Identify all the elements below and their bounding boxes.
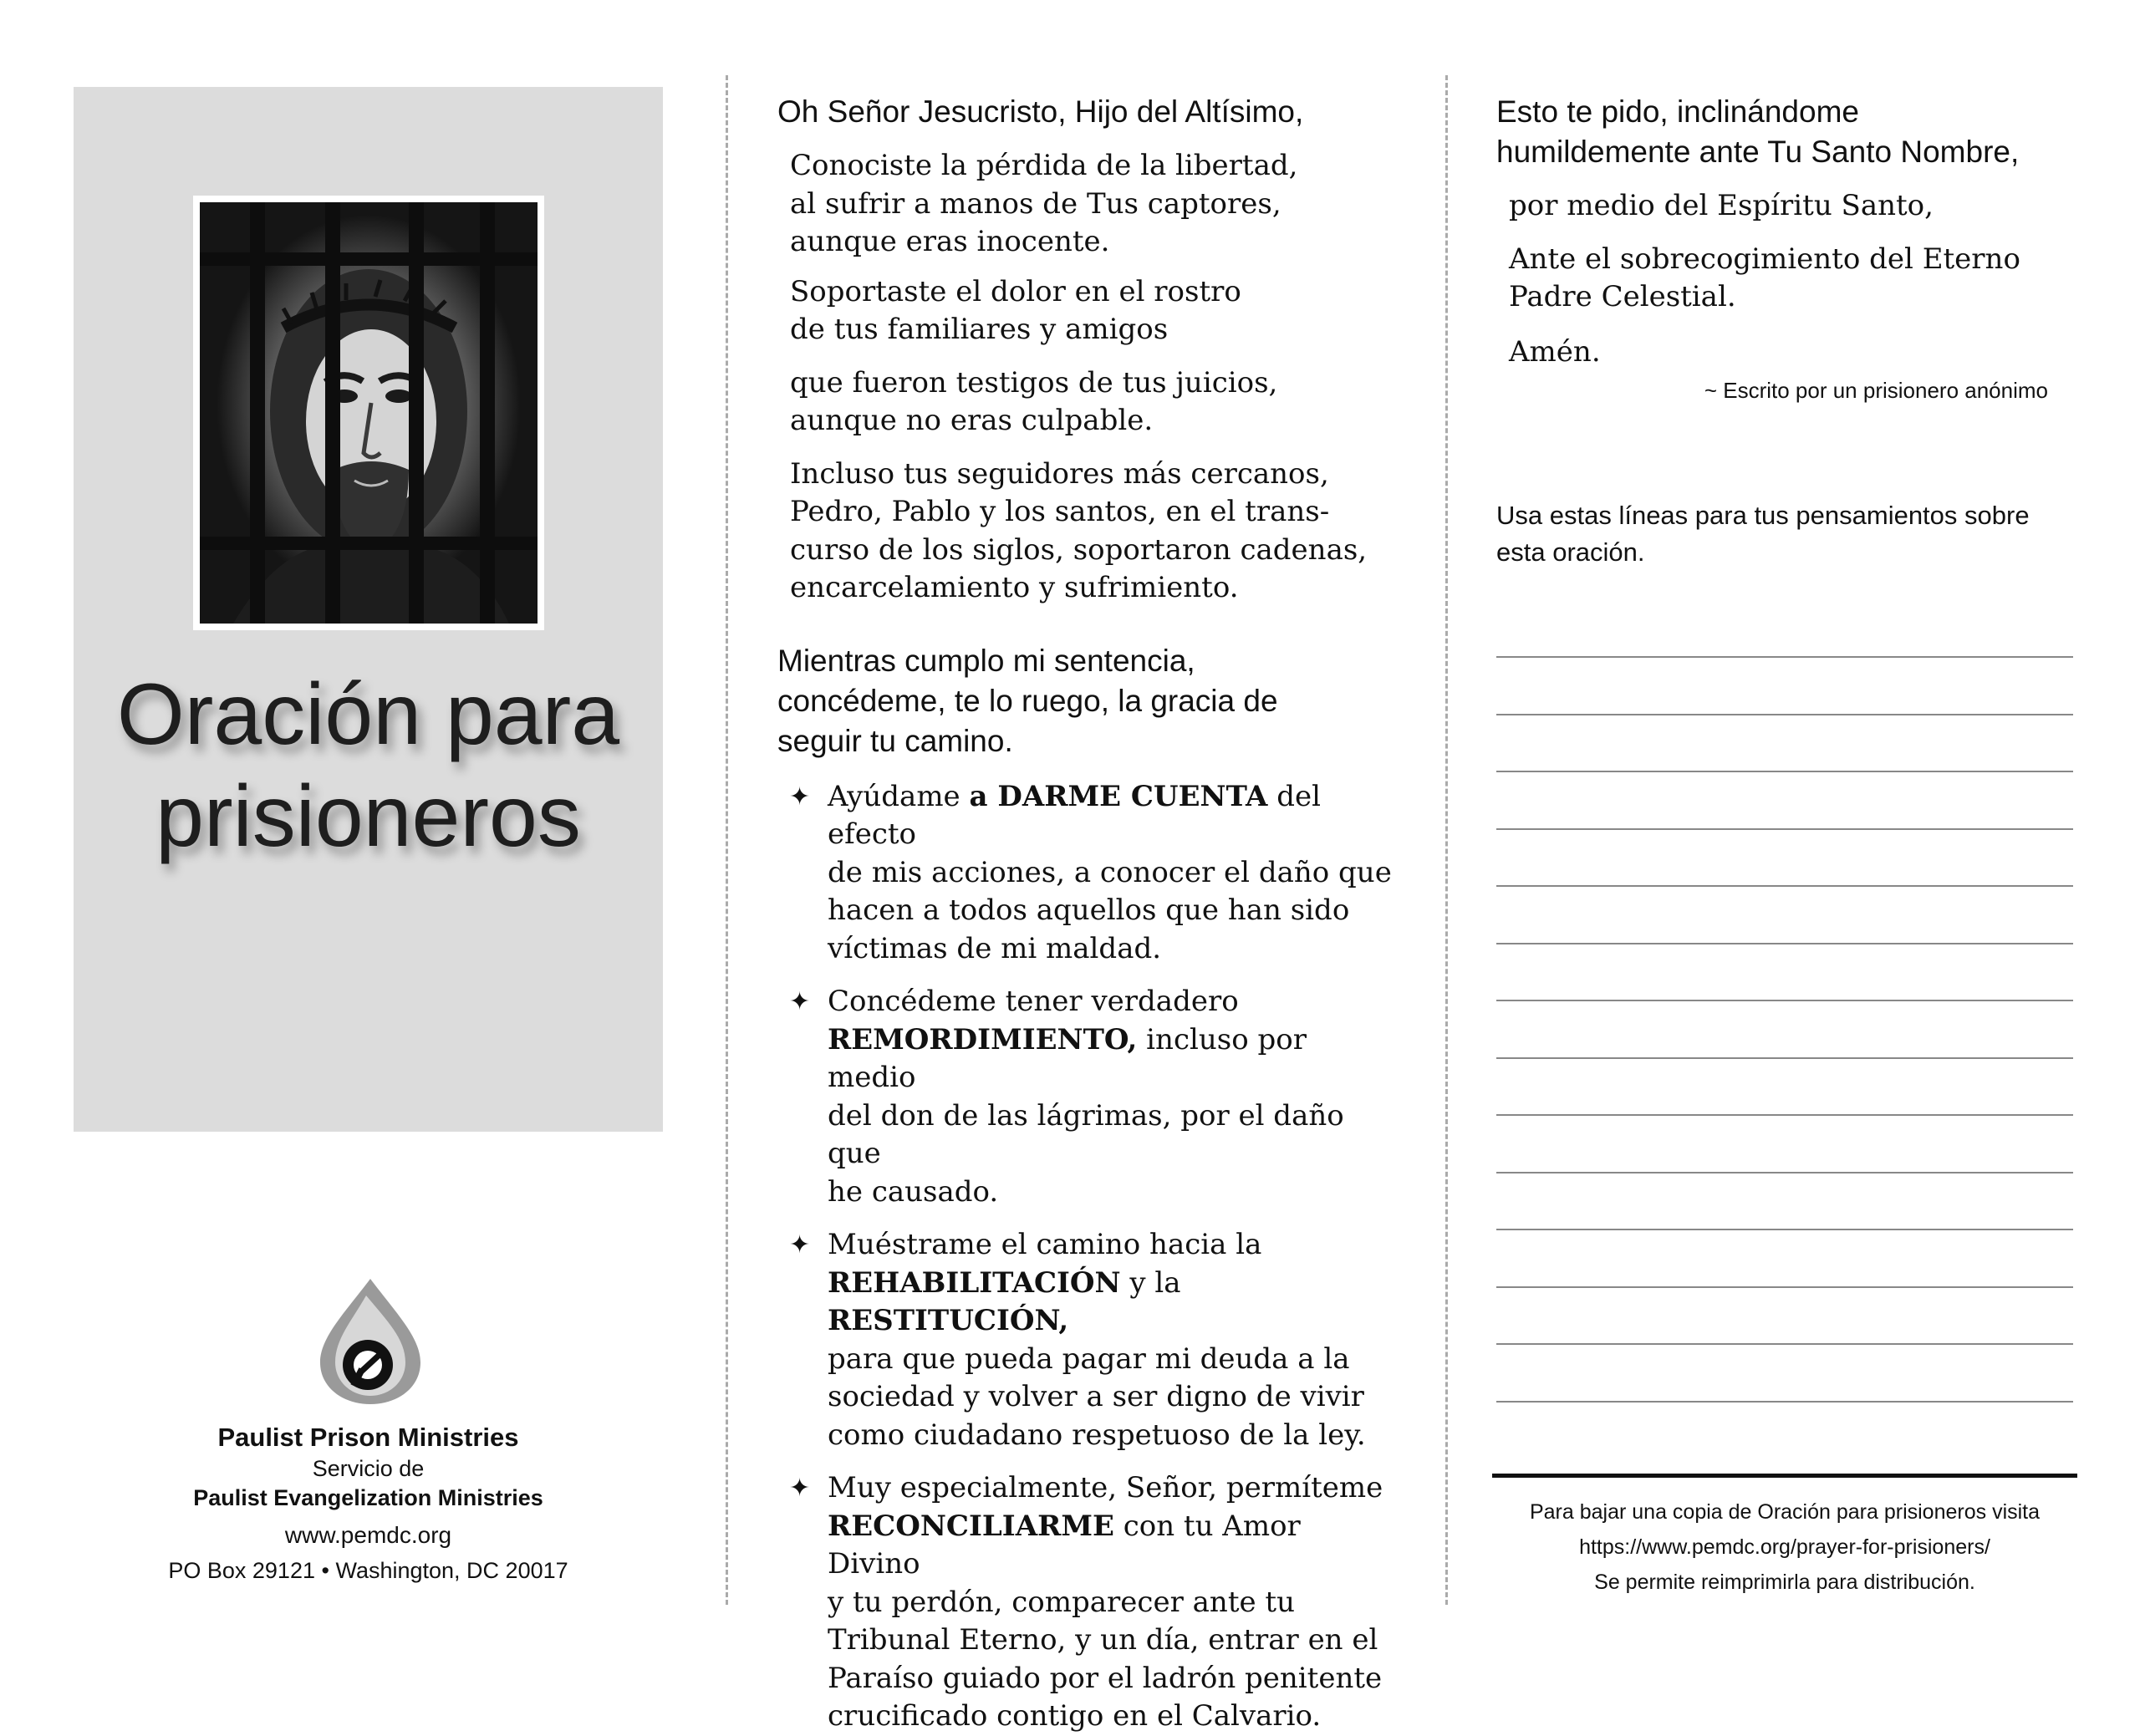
petition-bullet-3: ✦ Muéstrame el camino hacia la REHABILITACIÓN y la RESTITUCIÓN, para que pueda pagar mi deuda a la sociedad y volver a ser digno de vivir como ciudadano respetuoso de la ley. [789, 1228, 1366, 1452]
amen: Amén. [1509, 334, 1601, 369]
download-footnote [1492, 1474, 2077, 1600]
closing-panel [1496, 92, 2081, 571]
bullet-cross-icon: ✦ [789, 1230, 811, 1260]
writing-line[interactable] [1496, 885, 2073, 887]
stanza-4: Incluso tus seguidores más cercanos, Pedro, Pablo y los santos, en el trans- curso de los siglos, soportaron cadenas, encarcelamiento y sufrimiento. [790, 456, 1368, 604]
org-website: www.pemdc.org [284, 1522, 452, 1548]
org-service-of: Servicio de [312, 1456, 425, 1481]
portrait-illustration [200, 202, 538, 624]
prayer-opening: Oh Señor Jesucristo, Hijo del Altísimo, [777, 94, 1304, 129]
writing-line[interactable] [1496, 656, 2073, 658]
prisoner-portrait-image [193, 196, 544, 630]
org-city: Washington, DC 20017 [335, 1558, 568, 1583]
writing-line[interactable] [1496, 1229, 2073, 1230]
closing-intro: Esto te pido, inclinándome humildemente ante Tu Santo Nombre, [1496, 94, 2020, 169]
writing-line[interactable] [1496, 714, 2073, 715]
reprint-permission: Se permite reimprimirla para distribución. [1594, 1571, 1975, 1594]
writing-line[interactable] [1496, 943, 2073, 944]
closing-line-2: Ante el sobrecogimiento del Eterno Padre Celestial. [1509, 242, 2020, 313]
download-text: Para bajar una copia de Oración para prisioneros visita [1529, 1500, 2041, 1524]
writing-line[interactable] [1496, 828, 2073, 830]
stanza-3: que fueron testigos de tus juicios, aunque no eras culpable. [790, 365, 1278, 437]
writing-line[interactable] [1496, 771, 2073, 772]
org-address [74, 1553, 663, 1588]
writing-line[interactable] [1496, 1286, 2073, 1288]
petition-bullet-1: ✦ Ayúdame a DARME CUENTA del efecto de mis acciones, a conocer el daño que hacen a todos aquellos que han sido víctimas de mi maldad. [789, 779, 1392, 965]
org-name: Paulist Prison Ministries [217, 1423, 519, 1452]
fold-line-right [1445, 75, 1448, 1605]
writing-line[interactable] [1496, 1000, 2073, 1001]
writing-line[interactable] [1496, 1172, 2073, 1173]
closing-line-1: por medio del Espíritu Santo, [1509, 189, 1934, 222]
writing-line[interactable] [1496, 1114, 2073, 1116]
prayer-panel [777, 92, 1396, 1736]
cover-title [74, 664, 663, 868]
address-separator: • [321, 1558, 329, 1583]
paulist-logo-icon [320, 1279, 420, 1404]
download-url[interactable]: https://www.pemdc.org/prayer-for-prisioners/ [1579, 1535, 1990, 1559]
bullet-cross-icon: ✦ [789, 987, 811, 1016]
petition-bullet-4: ✦ Muy especialmente, Señor, permíteme RECONCILIARME con tu Amor Divino y tu perdón, comparecer ante tu Tribunal Eterno, y un día, entrar en el Paraíso guiado por el ladrón penitente crucificado contigo en el Calvario. [789, 1471, 1383, 1733]
org-parent: Paulist Evangelization Ministries [193, 1485, 543, 1510]
writing-line[interactable] [1496, 1343, 2073, 1345]
writing-line[interactable] [1496, 1057, 2073, 1059]
reflection-prompt: Usa estas líneas para tus pensamientos sobre esta oración. [1496, 501, 2030, 567]
cover-title-line2: prisioneros [155, 768, 581, 865]
cover-title-line1: Oración para [116, 666, 620, 763]
fold-line-left [726, 75, 728, 1605]
stanza-2: Soportaste el dolor en el rostro de tus familiares y amigos [790, 274, 1241, 346]
writing-line[interactable] [1496, 1401, 2073, 1403]
attribution: ~ Escrito por un prisionero anónimo [1704, 378, 2048, 403]
petition-intro: Mientras cumplo mi sentencia, concédeme, te lo ruego, la gracia de seguir tu camino. [777, 643, 1278, 758]
cover-panel [74, 87, 663, 1132]
organization-block [74, 1421, 663, 1588]
bullet-cross-icon: ✦ [789, 781, 811, 812]
petition-bullet-2: ✦ Concédeme tener verdadero REMORDIMIENTO, incluso por medio del don de las lágrimas, por el daño que he causado. [789, 985, 1344, 1209]
bullet-cross-icon: ✦ [789, 1474, 811, 1503]
stanza-1: Conociste la pérdida de la libertad, al sufrir a manos de Tus captores, aunque eras inocente. [790, 149, 1298, 258]
org-po-box: PO Box 29121 [168, 1558, 315, 1583]
